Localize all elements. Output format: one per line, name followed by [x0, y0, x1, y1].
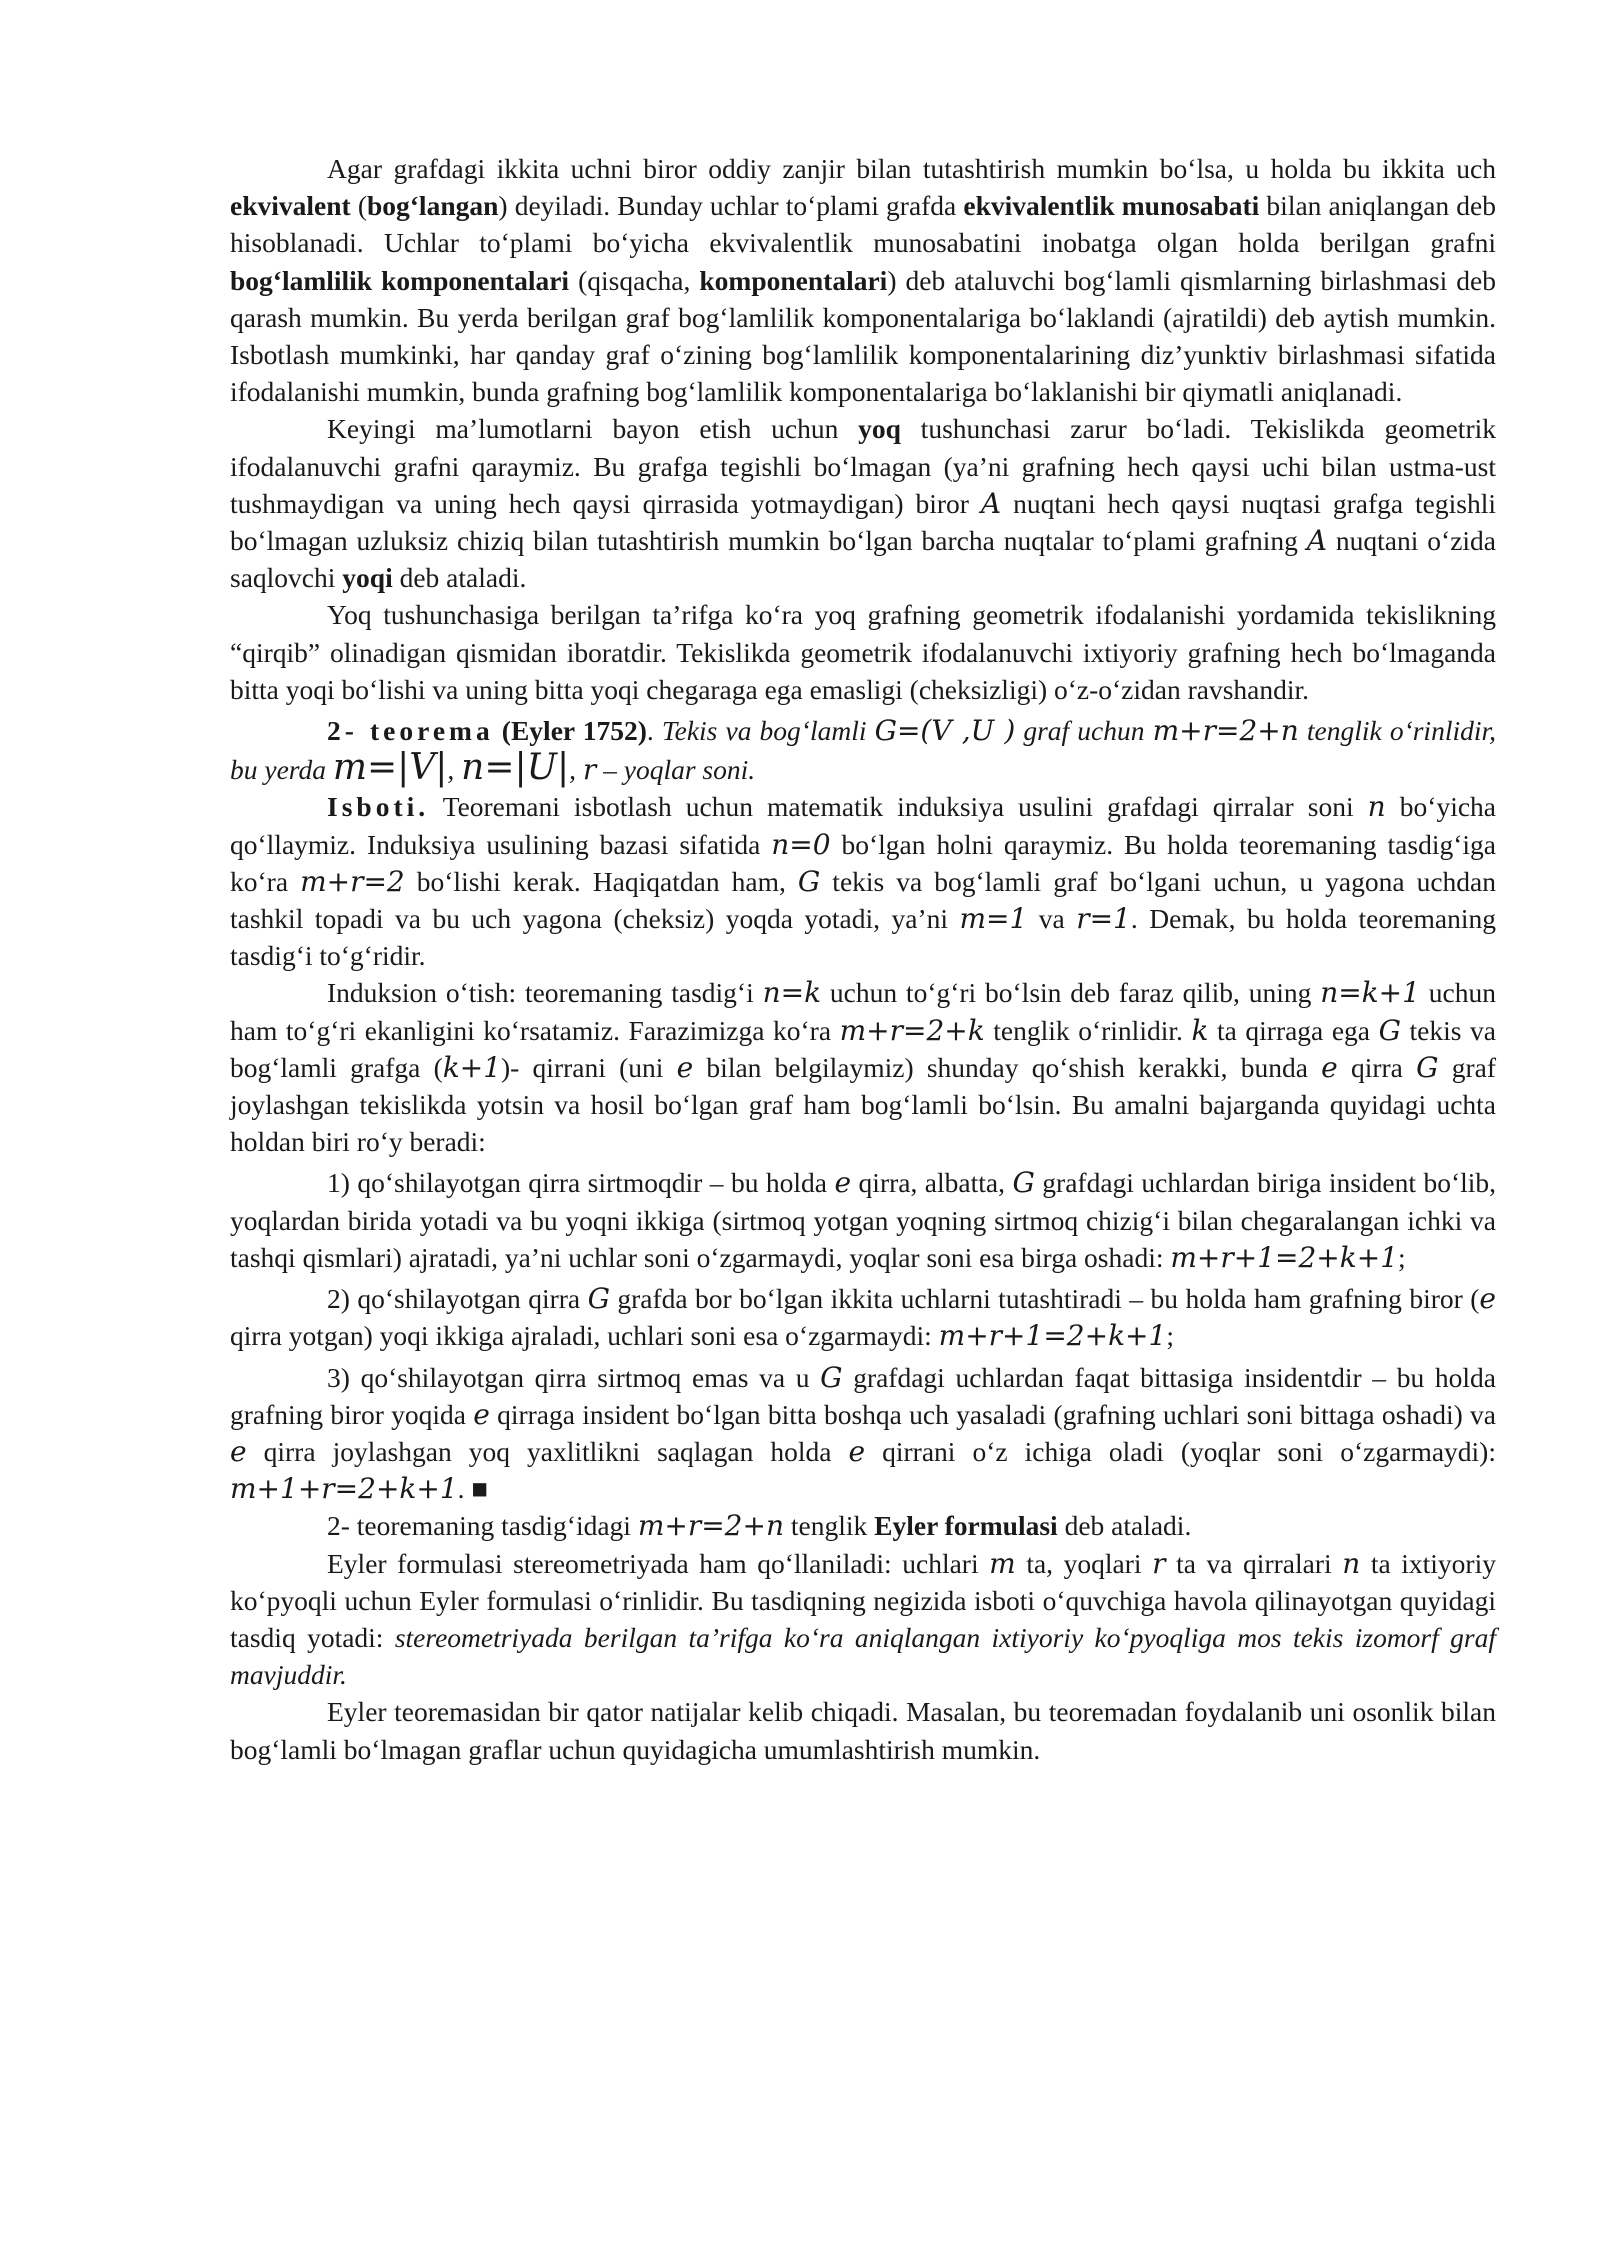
- math-n-def: n=|U|: [461, 747, 570, 789]
- text: )- qirrani (uni: [501, 1051, 677, 1083]
- text: grafda bor bo‘lgan ikkita uchlarni tutashtiradi – bu holda ham grafning biror (: [609, 1283, 1480, 1315]
- math-G: G: [1416, 1050, 1439, 1084]
- math-G: G: [1012, 1166, 1035, 1200]
- text: va: [1027, 903, 1077, 935]
- math-hypothesis: m+r=2+k: [839, 1013, 985, 1047]
- text: Teoremani isbotlash uchun matematik induksiya usulini grafdagi qirralar soni: [429, 791, 1368, 823]
- text: Induksion o‘tish: teoremaning tasdig‘i: [327, 977, 763, 1009]
- math-G: G: [587, 1282, 610, 1316]
- math-k: k: [1191, 1013, 1209, 1047]
- text: bilan aniqlangan deb hisoblanadi. Uchlar to‘plami bo‘yicha ekvivalentlik munosabatini inobatga olgan holda berilgan grafni: [230, 190, 1496, 259]
- math-n-zero: n=0: [771, 827, 831, 861]
- term-yoqi: yoqi: [342, 562, 393, 594]
- text: qirrani o‘z ichiga oladi (yoqlar soni o‘zgarmaydi):: [865, 1435, 1496, 1467]
- theorem-attribution: (Eyler 1752): [493, 715, 647, 747]
- paragraph-case-3: [230, 1359, 1496, 1508]
- text: qirra: [1337, 1051, 1417, 1083]
- text: 2- teoremaning tasdig‘idagi: [327, 1510, 638, 1542]
- text: Keyingi ma’lumotlarni bayon etish uchun: [327, 413, 859, 445]
- paragraph-stereometry: [230, 1545, 1496, 1694]
- text: tenglik: [783, 1510, 875, 1542]
- paragraph-induction-step: [230, 974, 1496, 1160]
- math-G: G: [1378, 1013, 1401, 1047]
- text: stereometriyada berilgan ta’rifga ko‘ra aniqlangan ixtiyoriy ko‘pyoqliga mos tekis izomorf graf mavjuddir.: [230, 1621, 1496, 1691]
- term-ekvivalent: ekvivalent: [230, 190, 351, 222]
- text: qirraga insident bo‘lgan bitta boshqa uch yasaladi (grafning uchlari soni bittaga oshadi) va: [489, 1398, 1497, 1430]
- term-eyler-formulasi: Eyler formulasi: [874, 1510, 1058, 1542]
- paragraph-proof-base: [230, 788, 1496, 974]
- text: qirra, albatta,: [851, 1167, 1013, 1199]
- math-r-one: r=1: [1076, 902, 1131, 936]
- text: ) deyiladi. Bunday uchlar to‘plami grafda: [498, 190, 964, 222]
- text: . ■: [457, 1473, 489, 1505]
- text: – yoqlar soni.: [596, 754, 756, 786]
- math-e: e: [848, 1434, 866, 1468]
- paragraph-face-remark: [230, 596, 1496, 708]
- math-e: e: [230, 1434, 247, 1468]
- math-k-plus-1: k+1: [442, 1050, 502, 1084]
- text: tushunchasi zarur bo‘ladi. Tekislikda geometrik ifodalanuvchi grafni qaraymiz. Bu grafga tegishli bo‘lmagan (ya’ni grafning hech qaysi uchi bilan ustma-ust tushmaydigan va uning hech qaysi qirrasida yotmaydigan) biror: [230, 413, 1496, 519]
- text: 2) qo‘shilayotgan qirra: [327, 1283, 588, 1315]
- text: .: [646, 715, 662, 747]
- text: 1) qo‘shilayotgan qirra sirtmoqdir – bu holda: [327, 1167, 835, 1199]
- text: graf joylashgan tekislikda yotsin va hosil bo‘lgan graf ham bog‘lamli bo‘lsin. Bu amalni bajarganda quyidagi uchta holdan biri ro‘y beradi:: [230, 1051, 1496, 1158]
- term-komponentalari: bog‘lamlilik komponentalari: [230, 264, 570, 296]
- math-e: e: [473, 1397, 490, 1431]
- math-e: e: [834, 1166, 852, 1200]
- math-G: G: [797, 864, 821, 898]
- text: Eyler teoremasidan bir qator natijalar kelib chiqadi. Masalan, bu teoremadan foydalanib uni osonlik bilan bog‘lamli bo‘lmagan graflar uchun quyidagicha umumlashtirish mumkin.: [230, 1696, 1496, 1765]
- text: bo‘lgan holni qaraymiz. Bu holda teoremaning tasdig‘iga ko‘ra: [230, 828, 1496, 897]
- text: Eyler formulasi stereometriyada ham qo‘llaniladi: uchlari: [327, 1547, 990, 1579]
- text: bo‘lishi kerak. Haqiqatdan ham,: [404, 865, 798, 897]
- text: ;: [1398, 1241, 1406, 1273]
- text: deb ataladi.: [392, 562, 527, 594]
- text: ,: [447, 754, 462, 786]
- paragraph-euler-formula: [230, 1507, 1496, 1544]
- math-euler-formula: m+r=2+n: [637, 1509, 784, 1543]
- text: Tekis va bog‘lamli: [661, 715, 875, 747]
- math-e: e: [676, 1050, 694, 1084]
- text: ta, yoqlari: [1015, 1547, 1153, 1579]
- math-G: G: [820, 1360, 843, 1394]
- text: ta va qirralari: [1165, 1547, 1343, 1579]
- text: nuqtani o‘zida saqlovchi: [230, 525, 1497, 594]
- math-r: r: [582, 753, 597, 787]
- text: . Demak, bu holda teoremaning tasdig‘i to‘g‘ridir.: [230, 903, 1496, 972]
- text: (: [350, 190, 367, 222]
- proof-label: Isboti.: [327, 791, 430, 823]
- text: tekis va bog‘lamli graf bo‘lgani uchun, u yagona uchdan tashkil topadi va bu uch yagona (cheksiz) yoqda yotadi, ya’ni: [230, 865, 1496, 935]
- math-m: m: [989, 1546, 1016, 1580]
- text: Yoq tushunchasiga berilgan ta’rifga ko‘ra yoq grafning geometrik ifodalanishi yordamida tekislikning “qirqib” olinadigan qismidan iboratdir. Tekislikda geometrik ifodalanuvchi ixtiyoriy grafning hech bo‘lmaganda bitta yoqi bo‘lishi va uning bitta yoqi chegaraga ega emasligi (cheksizligi) o‘z-o‘zidan ravshandir.: [230, 599, 1496, 705]
- text: uchun ham to‘g‘ri ekanligini ko‘rsatamiz. Farazimizga ko‘ra: [230, 977, 1496, 1046]
- text: bilan belgilaymiz) shunday qo‘shish kerakki, bunda: [693, 1051, 1322, 1083]
- math-n-k-plus-1: n=k+1: [1320, 976, 1420, 1010]
- text: 3) qo‘shilayotgan qirra sirtmoq emas va u: [327, 1361, 821, 1393]
- term-ekvivalentlik-munosabati: ekvivalentlik munosabati: [963, 190, 1260, 222]
- text: tenglik o‘rinlidir, bu yerda: [230, 715, 1497, 786]
- text: (qisqacha,: [569, 264, 700, 296]
- term-yoq: yoq: [858, 413, 901, 445]
- math-n: n: [1367, 790, 1386, 824]
- math-case-3-formula: m+1+r=2+k+1: [230, 1472, 458, 1506]
- paragraph-equivalence: [230, 150, 1496, 410]
- math-m-one: m=1: [959, 902, 1028, 936]
- text: deb ataladi.: [1057, 1510, 1192, 1542]
- paragraph-face-definition: [230, 410, 1496, 596]
- text: tenglik o‘rinlidir.: [984, 1014, 1192, 1046]
- math-n-k: n=k: [762, 976, 822, 1010]
- text: nuqtani hech qaysi nuqtasi grafga tegishli bo‘lmagan uzluksiz chiziq bilan tutashtirish mumkin bo‘lgan barcha nuqtalar to‘plami grafning: [230, 487, 1496, 557]
- text: ,: [569, 754, 583, 786]
- text: grafdagi uchlardan biriga insident bo‘lib, yoqlardan birida yotadi va bu yoqni ikkiga (sirtmoq yotgan yoqning sirtmoq chizig‘i bilan chegaralangan ichki va tashqi qismlari) ajratadi, ya’ni uchlar soni o‘zgarmaydi, yoqlar soni esa birga oshadi:: [230, 1167, 1497, 1273]
- text: tekis va bog‘lamli grafga (: [230, 1014, 1496, 1083]
- math-base-formula: m+r=2: [300, 864, 405, 898]
- theorem-label: 2- teorema: [327, 715, 494, 747]
- math-euler-formula: m+r=2+n: [1152, 714, 1299, 748]
- term-boglangan: bog‘langan: [366, 190, 499, 222]
- math-r: r: [1152, 1546, 1166, 1580]
- math-e: e: [1321, 1050, 1338, 1084]
- math-n: n: [1342, 1546, 1361, 1580]
- math-case-1-formula: m+r+1=2+k+1: [1170, 1240, 1399, 1274]
- text: qirra yotgan) yoqi ikkiga ajraladi, uchlari soni esa o‘zgarmaydi:: [230, 1320, 939, 1352]
- math-m-def: m=|V|: [332, 747, 448, 789]
- paragraph-theorem-2: [230, 712, 1496, 788]
- text: uchun to‘g‘ri bo‘lsin deb faraz qilib, uning: [821, 977, 1321, 1009]
- text: ;: [1166, 1320, 1174, 1352]
- math-A: A: [980, 486, 1002, 520]
- text: ta ixtiyoriy ko‘pyoqli uchun Eyler formulasi o‘rinlidir. Bu tasdiqning negizida isboti o‘quvchiga havola qilinayotgan quyidagi tasdiq yotadi:: [230, 1547, 1496, 1653]
- text: qirra joylashgan yoq yaxlitlikni saqlagan holda: [246, 1435, 849, 1467]
- math-case-2-formula: m+r+1=2+k+1: [938, 1319, 1167, 1353]
- math-A: A: [1306, 524, 1328, 558]
- text: ) deb ataluvchi bog‘lamli qismlarning birlashmasi deb qarash mumkin. Bu yerda berilgan graf bog‘lamlilik komponentalariga bo‘laklandi (ajratildi) deb aytish mumkin. Isbotlash mumkinki, har qanday graf o‘zining bog‘lamlilik komponentalarining diz’yunktiv birlashmasi sifatida ifodalanishi mumkin, bunda grafning bog‘lamlilik komponentalariga bo‘laklanishi bir qiymatli aniqlanadi.: [230, 264, 1496, 408]
- paragraph-case-1: [230, 1164, 1496, 1276]
- paragraph-case-2: [230, 1280, 1496, 1354]
- text: Agar grafdagi ikkita uchni biror oddiy zanjir bilan tutashtirish mumkin bo‘lsa, u holda bu ikkita uch: [327, 153, 1496, 184]
- term-komponentalari-short: komponentalari: [699, 264, 888, 296]
- text: ta qirraga ega: [1208, 1014, 1379, 1046]
- math-e: e: [1479, 1282, 1496, 1316]
- math-graph-G: G=(V ,U ): [874, 714, 1016, 748]
- text: bo‘yicha qo‘llaymiz. Induksiya usulining bazasi sifatida: [230, 791, 1496, 860]
- document-page: [230, 150, 1496, 1768]
- text: grafdagi uchlardan faqat bittasiga insidentdir – bu holda grafning biror yoqida: [230, 1361, 1496, 1430]
- paragraph-consequences: [230, 1693, 1496, 1767]
- text: graf uchun: [1015, 715, 1153, 747]
